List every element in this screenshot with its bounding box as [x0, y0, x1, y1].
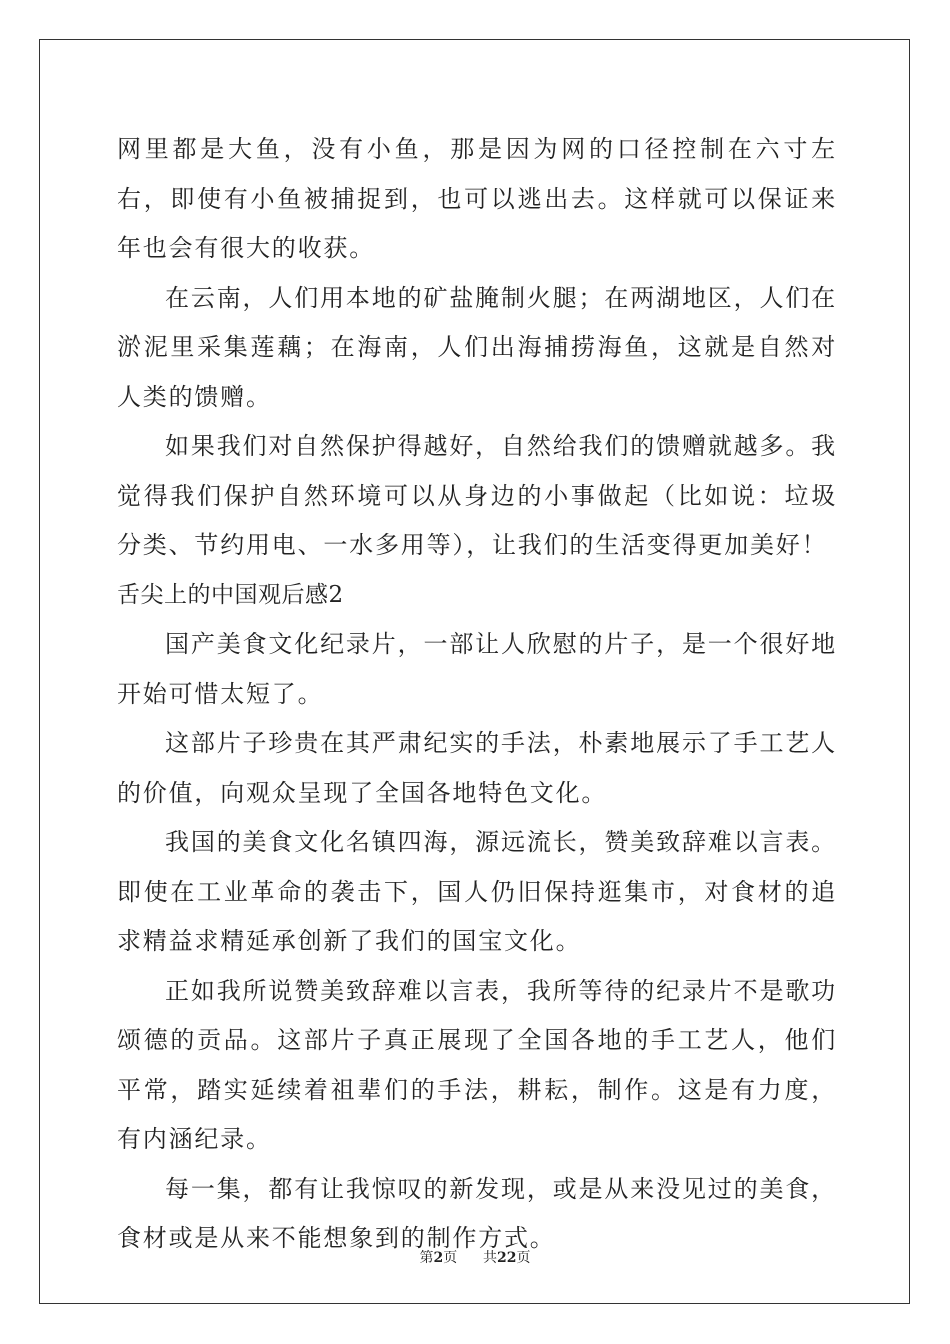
paragraph: 每一集，都有让我惊叹的新发现，或是从来没见过的美食，食材或是从来不能想象到的制作方式。 — [117, 1174, 837, 1252]
paragraph: 这部片子珍贵在其严肃纪实的手法，朴素地展示了手工艺人的价值，向观众呈现了全国各地特色文化。 — [117, 729, 837, 807]
paragraph: 如果我们对自然保护得越好，自然给我们的馈赠就越多。我觉得我们保护自然环境可以从身边的小事做起（比如说：垃圾分类、节约用电、一水多用等），让我们的生活变得更加美好！ — [117, 432, 837, 559]
page-label-prefix: 第 — [419, 1250, 434, 1266]
page-footer — [0, 1247, 950, 1267]
paragraph: 我国的美食文化名镇四海，源远流长，赞美致辞难以言表。即使在工业革命的袭击下，国人仍旧保持逛集市，对食材的追求精益求精延承创新了我们的国宝文化。 — [117, 828, 837, 955]
document-body — [117, 125, 837, 1264]
total-label-suffix: 页 — [516, 1250, 531, 1266]
section-heading: 舌尖上的中国观后感2 — [117, 581, 344, 608]
paragraph: 在云南，人们用本地的矿盐腌制火腿；在两湖地区，人们在淤泥里采集莲藕；在海南，人们出海捕捞海鱼，这就是自然对人类的馈赠。 — [117, 283, 837, 411]
total-label-prefix: 共 — [483, 1250, 498, 1266]
paragraph: 网里都是大鱼，没有小鱼，那是因为网的口径控制在六寸左右，即使有小鱼被捕捉到，也可以逃出去。这样就可以保证来年也会有很大的收获。 — [117, 135, 837, 262]
page-label-suffix: 页 — [443, 1250, 458, 1266]
paragraph: 国产美食文化纪录片，一部让人欣慰的片子，是一个很好地开始可惜太短了。 — [117, 630, 837, 708]
page-number: 2 — [433, 1250, 444, 1266]
total-pages: 22 — [497, 1250, 517, 1266]
paragraph: 正如我所说赞美致辞难以言表，我所等待的纪录片不是歌功颂德的贡品。这部片子真正展现了全国各地的手工艺人，他们平常，踏实延续着祖辈们的手法，耕耘，制作。这是有力度，有内涵纪录。 — [117, 976, 837, 1153]
